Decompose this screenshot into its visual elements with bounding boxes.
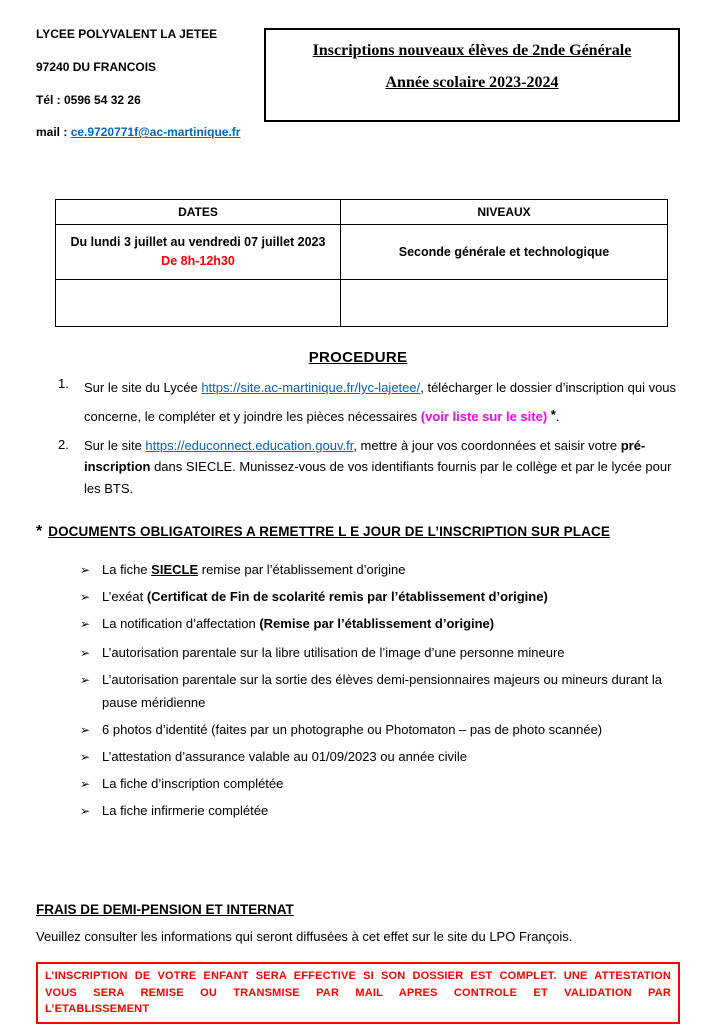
table-header-dates: DATES	[56, 200, 341, 225]
table-header-row	[56, 200, 668, 225]
document-title-line1: Inscriptions nouveaux élèves de 2nde Générale	[312, 42, 632, 59]
school-phone: Tél : 0596 54 32 26	[36, 92, 141, 107]
text-segment: dans SIECLE. Munissez-vous de vos identifiants fournis par le collège et par le lycée pour les BTS.	[84, 459, 672, 496]
dates-line1: Du lundi 3 juillet au vendredi 07 juillet 2023	[70, 234, 326, 249]
arrow-bullet-icon: ➢	[80, 803, 91, 818]
document-header	[36, 28, 680, 159]
fees-section	[36, 902, 680, 944]
procedure-list	[58, 374, 680, 499]
empty-dates-cell	[56, 280, 341, 327]
documents-section	[36, 523, 680, 822]
mail-label: mail :	[36, 125, 71, 140]
dates-line2: De 8h-12h30	[161, 254, 235, 269]
list-item	[80, 613, 680, 635]
document-item-text	[102, 586, 680, 608]
table-header-niveaux: NIVEAUX	[341, 200, 668, 225]
schedule-table	[55, 199, 668, 327]
arrow-bullet-icon: ➢	[80, 563, 91, 578]
procedure-item-1-text	[84, 374, 680, 431]
text-segment: Sur le site	[84, 437, 146, 453]
document-item-text: La fiche d’inscription complétée	[102, 775, 284, 791]
school-mail-line	[36, 126, 240, 140]
text-segment: La fiche	[102, 562, 152, 578]
notice-text: L’INSCRIPTION DE VOTRE ENFANT SERA EFFECTIVE SI SON DOSSIER EST COMPLET. UNE ATTESTATION VOUS SERA REMISE OU TRANSMISE PAR MAIL APRES CONTROLE ET VALIDATION PAR L’ETABLISSEMENT	[45, 970, 671, 1016]
text-segment: .	[555, 409, 560, 425]
procedure-item-2	[58, 435, 680, 499]
document-title-line2: Année scolaire 2023-2024	[385, 74, 559, 91]
documents-title: DOCUMENTS OBLIGATOIRES A REMETTRE L E JOUR DE L’INSCRIPTION SUR PLACE	[48, 524, 610, 540]
document-item-text: 6 photos d’identité (faites par un photographe ou Photomaton – pas de photo scannée)	[102, 721, 603, 737]
educonnect-link[interactable]: https://educonnect.education.gouv.fr	[145, 437, 354, 453]
text-segment: , mettre à jour vos coordonnées et saisir votre	[353, 437, 621, 453]
procedure-item-1	[58, 374, 680, 431]
niveaux-cell: Seconde générale et technologique	[341, 225, 668, 280]
asterisk-marker: *	[547, 407, 556, 423]
title-box	[264, 28, 680, 122]
arrow-bullet-icon: ➢	[80, 673, 91, 688]
lycee-site-link[interactable]: https://site.ac-martinique.fr/lyc-lajetee/	[201, 380, 421, 396]
fees-title: FRAIS DE DEMI-PENSION ET INTERNAT	[36, 902, 294, 918]
arrow-bullet-icon: ➢	[80, 646, 91, 661]
list-item	[80, 586, 680, 608]
table-row-empty	[56, 280, 668, 327]
empty-niveaux-cell	[341, 280, 668, 327]
list-item	[80, 642, 680, 664]
dates-cell	[56, 225, 341, 280]
table-row	[56, 225, 668, 280]
documents-heading	[36, 523, 680, 541]
procedure-section	[36, 349, 680, 499]
procedure-item-2-text	[84, 435, 680, 499]
document-item-text	[102, 559, 680, 581]
list-item	[80, 800, 680, 822]
document-item-text: La fiche infirmerie complétée	[102, 802, 269, 818]
document-item-text	[102, 613, 680, 635]
bold-text: (Remise par l’établissement d’origine)	[259, 616, 495, 632]
document-item-text: L’attestation d’assurance valable au 01/09/2023 ou année civile	[102, 748, 467, 764]
text-segment: , télécharger le dossier d’inscription qui vous concerne, le compléter et y joindre les pièces nécessaires	[84, 380, 677, 425]
school-info	[36, 28, 240, 159]
document-item-text: L’autorisation parentale sur la libre utilisation de l’image d’une personne mineure	[102, 645, 565, 661]
text-segment: Sur le site du Lycée	[84, 380, 202, 396]
emphasized-text: SIECLE	[151, 562, 199, 578]
school-name: LYCEE POLYVALENT LA JETEE	[36, 27, 218, 41]
school-mail-link[interactable]: ce.9720771f@ac-martinique.fr	[70, 125, 241, 140]
list-item	[80, 669, 680, 713]
procedure-title: PROCEDURE	[308, 349, 408, 367]
text-segment: La notification d’affectation	[102, 616, 260, 632]
procedure-item-1-number: 1.	[58, 376, 69, 392]
document-item-text: L’autorisation parentale sur la sortie des élèves demi-pensionnaires majeurs ou mineurs durant la pause méridienne	[102, 672, 663, 710]
fees-text: Veuillez consulter les informations qui seront diffusées à cet effet sur le site du LPO François.	[36, 929, 573, 945]
list-item	[80, 559, 680, 581]
documents-list	[80, 559, 680, 822]
arrow-bullet-icon: ➢	[80, 749, 91, 764]
highlight-text: (voir liste sur le site)	[420, 409, 548, 425]
list-item	[80, 773, 680, 795]
list-item	[80, 719, 680, 741]
arrow-bullet-icon: ➢	[80, 722, 91, 737]
notice-box	[36, 962, 680, 1024]
procedure-item-2-number: 2.	[58, 436, 69, 452]
list-item	[80, 746, 680, 768]
bold-text: pré-inscription	[84, 437, 646, 475]
text-segment: L’exéat	[102, 589, 147, 605]
arrow-bullet-icon: ➢	[80, 776, 91, 791]
bold-text: (Certificat de Fin de scolarité remis par l’établissement d’origine)	[146, 589, 548, 605]
text-segment: remise par l’établissement d’origine	[198, 562, 406, 578]
school-address: 97240 DU FRANCOIS	[36, 59, 157, 74]
asterisk-marker: *	[36, 523, 43, 541]
arrow-bullet-icon: ➢	[80, 617, 91, 632]
arrow-bullet-icon: ➢	[80, 590, 91, 605]
